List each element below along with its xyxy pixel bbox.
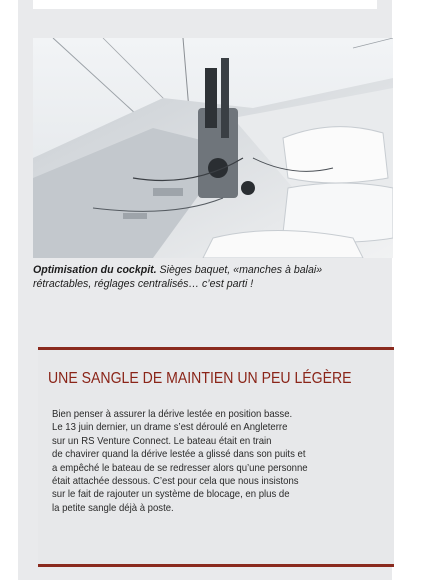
box-line: était attachée dessous. C’est pour cela que nous insistons <box>52 476 299 488</box>
box-line: Le 13 juin dernier, un drame s’est déroulé en Angleterre <box>52 422 288 434</box>
box-title: UNE SANGLE DE MAINTIEN UN PEU LÉGÈRE <box>48 370 352 387</box>
caption-line-2: rétractables, réglages centralisés… c’est parti ! <box>33 278 254 290</box>
box-line: de chavirer quand la dérive lestée a glissé dans son puits et <box>52 449 306 461</box>
box-line: a empêché le bateau de se redresser alors qu’une personne <box>52 462 308 474</box>
caption-bold: Optimisation du cockpit. <box>33 264 157 276</box>
caption-rest: Sièges baquet, «manches à balai» <box>156 264 323 276</box>
box-line: sur le fait de rajouter un système de blocage, en plus de <box>52 489 290 501</box>
box-line: sur un RS Venture Connect. Le bateau était en train <box>52 435 272 447</box>
box-body <box>52 408 392 515</box>
info-box <box>38 347 394 567</box>
cockpit-photo <box>33 38 393 258</box>
top-divider <box>33 0 377 9</box>
cockpit-photo-icon <box>33 38 393 258</box>
photo-caption <box>33 263 383 291</box>
box-line: Bien penser à assurer la dérive lestée en position basse. <box>52 409 293 420</box>
box-line: la petite sangle déjà à poste. <box>52 502 174 514</box>
